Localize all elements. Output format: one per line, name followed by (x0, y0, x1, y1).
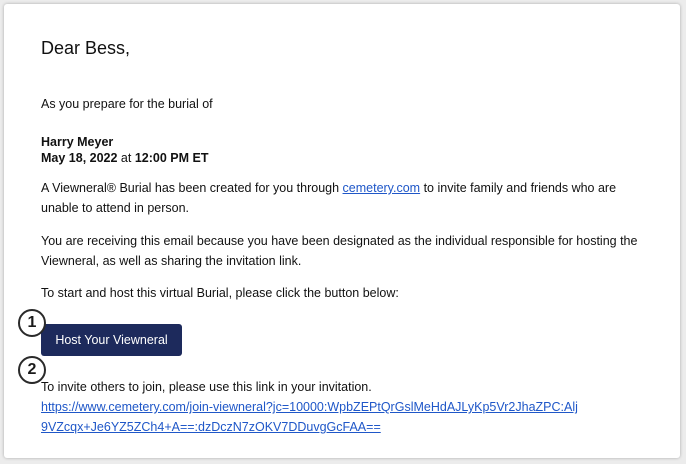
email-card (4, 4, 680, 458)
event-at-word: at (117, 150, 135, 165)
event-date: May 18, 2022 (41, 150, 118, 165)
creation-text-after: to invite family and friends who are unable to attend in person. (41, 181, 617, 215)
step-2-badge: 2 (18, 356, 46, 384)
event-datetime (41, 151, 208, 167)
event-details (41, 135, 208, 166)
invite-paragraph (41, 377, 653, 437)
invite-instruction: To invite others to join, please use this link in your invitation. (41, 380, 372, 394)
host-instruction-paragraph: To start and host this virtual Burial, please click the button below: (41, 286, 399, 300)
cemetery-link[interactable]: cemetery.com (342, 181, 421, 195)
creation-text-before: A Viewneral® Burial has been created for you through (41, 181, 343, 195)
email-greeting: Dear Bess, (41, 38, 131, 58)
designation-paragraph: You are receiving this email because you have been designated as the individual responsible for hosting the Viewneral, as well as sharing the invitation link. (41, 234, 638, 268)
invite-link[interactable]: https://www.cemetery.com/join-viewneral?jc=10000:WpbZEPtQrGslMeHdAJLyKp5Vr2JhaZPC:Alj9VZcqx+Je6YZ5ZCh4+A==:dzDczN7zOKV7DDuvgGcFAA== (41, 400, 578, 434)
intro-text: As you prepare for the burial of (41, 97, 213, 111)
deceased-name: Harry Meyer (41, 135, 114, 149)
step-1-badge: 1 (18, 309, 46, 337)
creation-paragraph (41, 178, 653, 218)
host-viewneral-button[interactable]: Host Your Viewneral (41, 324, 182, 356)
event-time: 12:00 PM ET (134, 150, 209, 165)
